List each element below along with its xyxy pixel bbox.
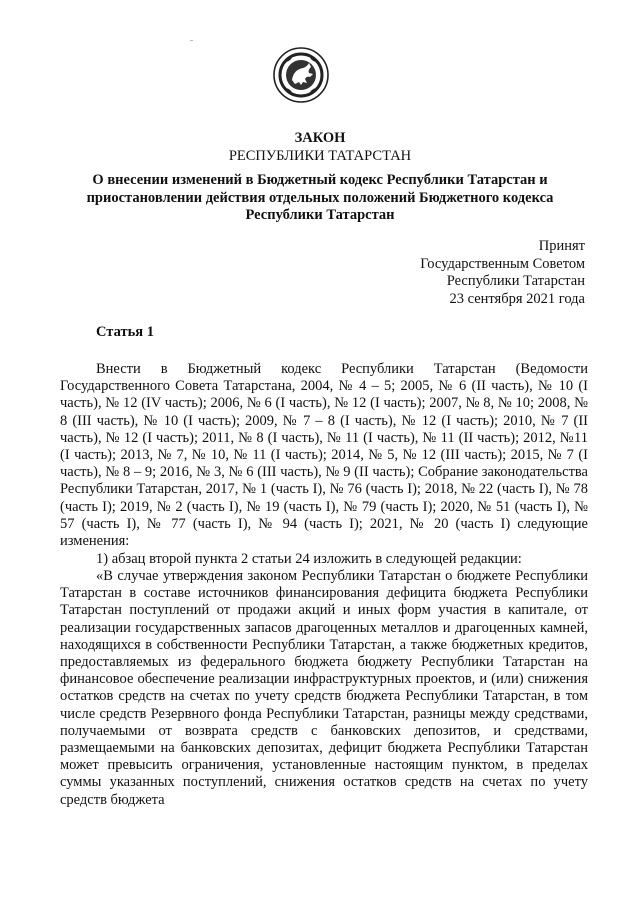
adoption-block xyxy=(420,238,585,308)
scan-artifact xyxy=(190,40,193,41)
article-intro-paragraph: Внести в Бюджетный кодекс Республики Татарстан (Ведомости Государственного Совета Татарстана, 2004, № 4 – 5; 2005, № 6 (II часть), № 10 (I часть), № 12 (IV часть); 2006, № 6 (I часть), № 12 (I часть); 2007, № 8, № 10; 2008, № 8 (III часть), № 10 (I часть); 2009, № 7 – 8 (I часть), № 12 (I часть); 2010, № 7 (II часть), № 12 (I часть); 2011, № 8 (I часть), № 11 (I часть), № 11 (II часть); 2012, №11 (I часть); 2013, № 7, № 10, № 11 (I часть); 2014, № 5, № 12 (III часть); 2015, № 7 (I часть), № 8 – 9; 2016, № 3, № 6 (III часть), № 9 (II часть); Собрание законодательства Республики Татарстан, 2017, № 1 (часть I), № 76 (часть I); 2018, № 22 (часть I), № 78 (часть I); 2019, № 2 (часть I), № 19 (часть I), № 79 (часть I); 2020, № 51 (часть I), № 57 (часть I), № 77 (часть I), № 94 (часть I); 2021, № 20 (часть I) следующие изменения: xyxy=(60,361,588,550)
adoption-line: Республики Татарстан xyxy=(446,273,585,289)
quoted-text-paragraph: «В случае утверждения законом Республики Татарстан о бюджете Республики Татарстан в составе источников финансирования дефицита бюджета Республики Татарстан поступлений от продажи акций и иных форм участия в капитале, от реализации государственных запасов драгоценных металлов и драгоценных камней, находящихся в собственности Республики Татарстан, а также бюджетных кредитов, предоставляемых из федерального бюджета бюджету Республики Татарстан на финансовое обеспечение реализации инфраструктурных проектов, и (или) снижения остатков средств на счетах по учету средств бюджета Республики Татарстан, в том числе средств Резервного фонда Республики Татарстан, разницы между средствами, получаемыми от возврата средств с банковских депозитов, и средствами, размещаемыми на банковских депозитах, дефицит бюджета Республики Татарстан может превысить ограничения, установленные настоящим пунктом, в пределах суммы указанных поступлений, снижения остатков средств на счетах по учету средств бюджета xyxy=(60,568,588,808)
adoption-line: Принят xyxy=(538,238,585,254)
coat-of-arms-emblem xyxy=(273,47,329,103)
republic-heading: РЕСПУБЛИКИ ТАТАРСТАН xyxy=(228,148,412,164)
law-title: О внесении изменений в Бюджетный кодекс Республики Татарстан и приостановлении действия отдельных положений Бюджетного кодекса Республики Татарстан xyxy=(86,172,554,223)
adoption-line: Государственным Советом xyxy=(420,255,585,272)
article-heading: Статья 1 xyxy=(96,324,154,340)
item-1-paragraph: 1) абзац второй пункта 2 статьи 24 изложить в следующей редакции: xyxy=(96,551,522,567)
adoption-date: 23 сентября 2021 года xyxy=(449,290,585,307)
document-type-heading: ЗАКОН xyxy=(294,130,346,146)
